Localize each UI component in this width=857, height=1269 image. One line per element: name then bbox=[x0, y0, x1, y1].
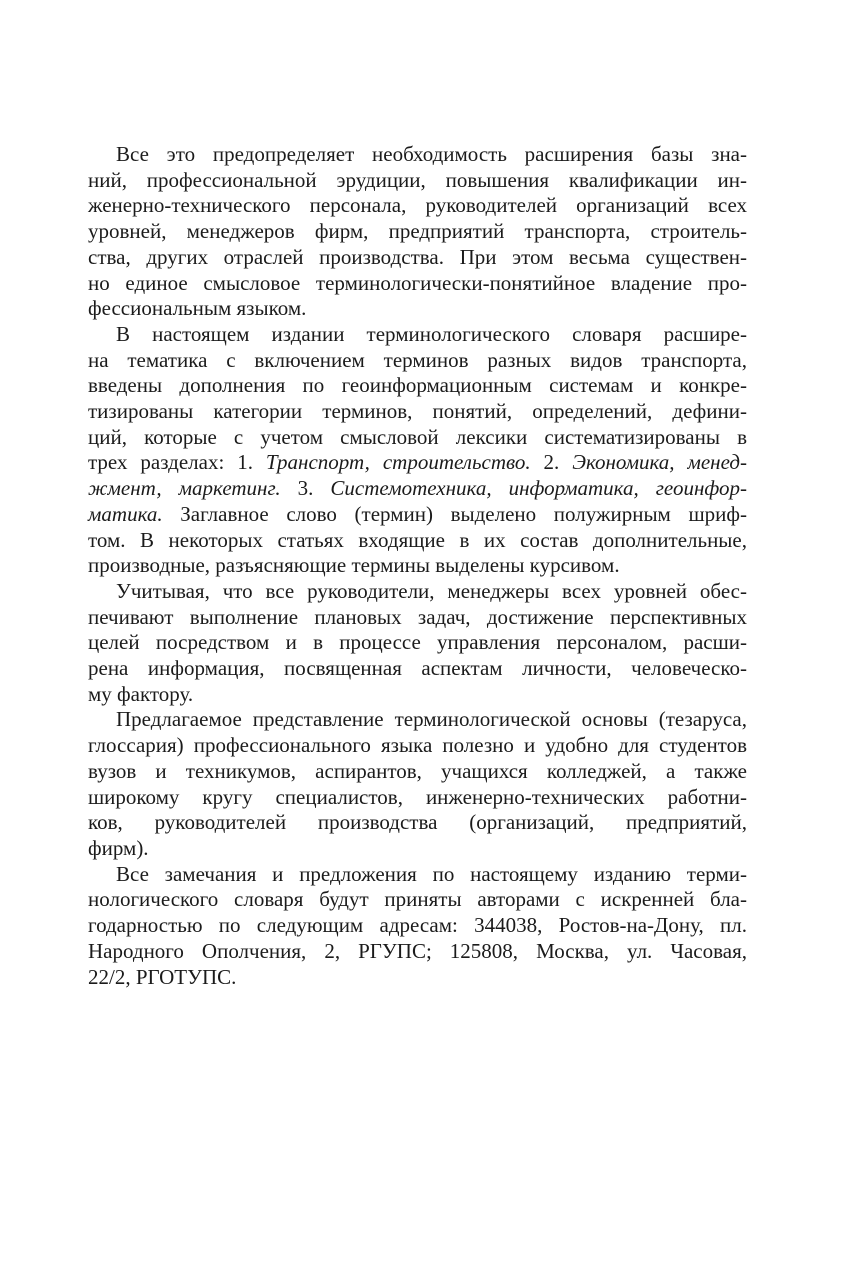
text-line bbox=[88, 887, 747, 913]
text-segment: глоссария) профессионального языка полезно и удобно для студентов bbox=[88, 733, 747, 758]
paragraph bbox=[88, 707, 747, 861]
text-segment: нологического словаря будут приняты авторами с искренней бла- bbox=[88, 887, 747, 912]
text-segment: введены дополнения по геоинформационным системам и конкре- bbox=[88, 373, 747, 398]
text-segment: 2. bbox=[530, 450, 573, 475]
text-segment: годарностью по следующим адресам: 344038, Ростов-на-Дону, пл. bbox=[88, 913, 747, 938]
text-segment: фирм). bbox=[88, 835, 149, 860]
text-line bbox=[88, 810, 747, 836]
text-segment: уровней, менеджеров фирм, предприятий транспорта, строитель- bbox=[88, 219, 747, 244]
text-line bbox=[88, 219, 747, 245]
italic-text-segment: Системотехника, информатика, геоинфор- bbox=[330, 476, 748, 501]
text-line bbox=[88, 348, 747, 374]
italic-text-segment: матика. bbox=[88, 501, 163, 526]
text-segment: на тематика с включением терминов разных видов транспорта, bbox=[88, 347, 747, 372]
paragraph bbox=[88, 322, 747, 579]
text-line bbox=[88, 193, 747, 219]
text-segment: но единое смысловое терминологически-понятийное владение про- bbox=[88, 270, 747, 295]
text-line bbox=[88, 271, 747, 297]
text-line bbox=[88, 425, 747, 451]
text-line bbox=[88, 913, 747, 939]
text-segment: широкому кругу специалистов, инженерно-технических работни- bbox=[88, 784, 747, 809]
text-line bbox=[88, 785, 747, 811]
text-segment: женерно-технического персонала, руководителей организаций всех bbox=[88, 193, 747, 218]
text-line bbox=[88, 579, 747, 605]
text-segment: Народного Ополчения, 2, РГУПС; 125808, Москва, ул. Часовая, bbox=[88, 938, 747, 963]
text-line bbox=[88, 965, 747, 991]
text-segment: ций, которые с учетом смысловой лексики систематизированы в bbox=[88, 424, 747, 449]
paragraph bbox=[88, 142, 747, 322]
text-segment: 3. bbox=[280, 476, 331, 501]
text-segment: Все это предопределяет необходимость расширения базы зна- bbox=[116, 142, 747, 166]
text-segment: ков, руководителей производства (организаций, предприятий, bbox=[88, 810, 747, 835]
paragraph bbox=[88, 862, 747, 991]
text-line bbox=[88, 450, 747, 476]
text-segment: рена информация, посвященная аспектам личности, человеческо- bbox=[88, 656, 747, 681]
paragraph bbox=[88, 579, 747, 708]
text-line bbox=[88, 373, 747, 399]
text-segment: том. В некоторых статьях входящие в их состав дополнительные, bbox=[88, 527, 747, 552]
text-segment: трех разделах: 1. bbox=[88, 450, 266, 475]
text-segment: Все замечания и предложения по настоящему изданию терми- bbox=[116, 861, 747, 886]
italic-text-segment: Экономика, менед- bbox=[572, 450, 748, 475]
text-line bbox=[88, 862, 747, 888]
text-segment: Учитывая, что все руководители, менеджеры всех уровней обес- bbox=[116, 578, 747, 603]
italic-text-segment: жмент, маркетинг. bbox=[88, 476, 281, 501]
text-line bbox=[88, 142, 747, 168]
text-segment: вузов и техникумов, аспирантов, учащихся колледжей, а также bbox=[88, 758, 747, 783]
italic-text-segment: Транспорт, строительство. bbox=[265, 450, 531, 475]
text-line bbox=[88, 733, 747, 759]
text-segment: фессиональным языком. bbox=[88, 296, 307, 321]
text-segment: тизированы категории терминов, понятий, определений, дефини- bbox=[88, 399, 747, 424]
text-segment: 22/2, РГОТУПС. bbox=[88, 964, 237, 989]
text-segment: Заглавное слово (термин) выделено полужирным шриф- bbox=[162, 501, 747, 526]
text-line bbox=[88, 605, 747, 631]
text-segment: печивают выполнение плановых задач, достижение перспективных bbox=[88, 604, 747, 629]
text-segment: ства, других отраслей производства. При этом весьма существен- bbox=[88, 244, 747, 269]
text-line bbox=[88, 476, 747, 502]
text-block bbox=[88, 142, 747, 990]
text-line bbox=[88, 836, 747, 862]
text-segment: В настоящем издании терминологического словаря расшире- bbox=[116, 321, 747, 346]
text-segment: производные, разъясняющие термины выделены курсивом. bbox=[88, 553, 620, 578]
text-segment: Предлагаемое представление терминологической основы (тезаруса, bbox=[116, 707, 747, 732]
text-line bbox=[88, 553, 747, 579]
text-line bbox=[88, 707, 747, 733]
text-line bbox=[88, 630, 747, 656]
text-line bbox=[88, 759, 747, 785]
text-segment: ний, профессиональной эрудиции, повышения квалификации ин- bbox=[88, 167, 747, 192]
text-line bbox=[88, 502, 747, 528]
text-line bbox=[88, 245, 747, 271]
text-line bbox=[88, 656, 747, 682]
text-line bbox=[88, 939, 747, 965]
text-segment: му фактору. bbox=[88, 681, 194, 706]
text-line bbox=[88, 682, 747, 708]
text-line bbox=[88, 322, 747, 348]
text-line bbox=[88, 399, 747, 425]
text-line bbox=[88, 528, 747, 554]
text-line bbox=[88, 168, 747, 194]
text-line bbox=[88, 296, 747, 322]
text-segment: целей посредством и в процессе управления персоналом, расши- bbox=[88, 630, 747, 655]
